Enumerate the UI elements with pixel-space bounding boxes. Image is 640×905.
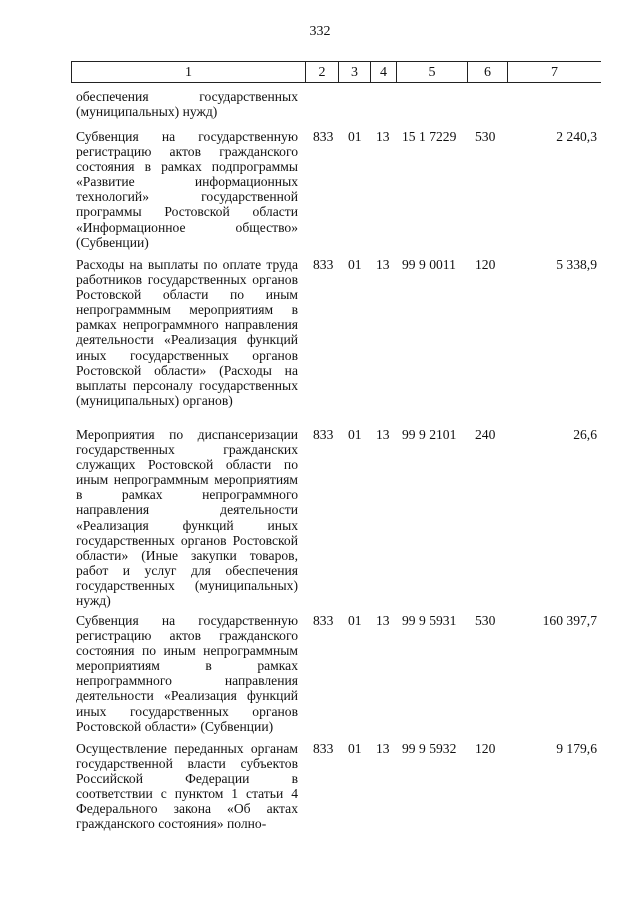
row-amount: 26,6 <box>573 427 597 442</box>
row-subsection: 13 <box>376 129 390 144</box>
row-section: 01 <box>348 613 362 628</box>
row-target-article: 99 9 2101 <box>402 427 457 442</box>
row-expense-type: 120 <box>475 741 496 756</box>
row-subsection: 13 <box>376 613 390 628</box>
row-section: 01 <box>348 427 362 442</box>
row-target-article: 99 9 5931 <box>402 613 457 628</box>
row-target-article: 99 9 0011 <box>402 257 456 272</box>
row-description: Субвенция на государственную регистрацию актов гражданского состояния в рамках подпрограммы «Развитие информационных технологий» государственной программы Ростовской области «Информационное общество» (Субвенции) <box>76 129 298 250</box>
row-amount: 2 240,3 <box>556 129 597 144</box>
column-header-2: 2 <box>305 61 338 83</box>
row-section: 01 <box>348 257 362 272</box>
row-target-article: 99 9 5932 <box>402 741 457 756</box>
row-expense-type: 530 <box>475 129 496 144</box>
row-subsection: 13 <box>376 427 390 442</box>
row-description: Мероприятия по диспансеризации государственных гражданских служащих Ростовской области по иным непрограммным мероприятиям в рамках непрограммного направления деятельности «Реализация функций иных государственных органов Ростовской области» (Иные закупки товаров, работ и услуг для обеспечения государственных (муниципальных) нужд) <box>76 427 298 609</box>
row-subsection: 13 <box>376 741 390 756</box>
row-amount: 5 338,9 <box>556 257 597 272</box>
row-description: Осуществление переданных органам государственной власти субъектов Российской Федерации в соответствии с пунктом 1 статьи 4 Федерального закона «Об актах гражданского состояния» полно- <box>76 741 298 832</box>
row-amount: 9 179,6 <box>556 741 597 756</box>
column-header-3: 3 <box>338 61 370 83</box>
page-number: 332 <box>309 24 331 39</box>
row-admin-code: 833 <box>313 741 334 756</box>
row-expense-type: 120 <box>475 257 496 272</box>
row-admin-code: 833 <box>313 257 334 272</box>
row-admin-code: 833 <box>313 427 334 442</box>
column-header-5: 5 <box>396 61 467 83</box>
row-expense-type: 530 <box>475 613 496 628</box>
row-admin-code: 833 <box>313 129 334 144</box>
row-subsection: 13 <box>376 257 390 272</box>
row-description: Субвенция на государственную регистрацию актов гражданского состояния по иным непрограммным мероприятиям в рамках непрограммного направления деятельности «Реализация функций иных государственных органов Ростовской области» (Субвенции) <box>76 613 298 734</box>
row-expense-type: 240 <box>475 427 496 442</box>
column-header-6: 6 <box>467 61 507 83</box>
column-header-4: 4 <box>370 61 396 83</box>
row-amount: 160 397,7 <box>542 613 597 628</box>
column-header-1: 1 <box>71 61 305 83</box>
continuation-text: обеспечения государственных (муниципальных) нужд) <box>76 89 298 120</box>
row-section: 01 <box>348 741 362 756</box>
row-section: 01 <box>348 129 362 144</box>
table-header <box>71 61 601 83</box>
column-header-7: 7 <box>507 61 601 83</box>
row-admin-code: 833 <box>313 613 334 628</box>
row-description: Расходы на выплаты по оплате труда работников государственных органов Ростовской области по иным непрограммным мероприятиям в рамках непрограммного направления деятельности «Реализация функций иных государственных органов Ростовской области» (Расходы на выплаты персоналу государственных (муниципальных) органов) <box>76 257 298 408</box>
row-target-article: 15 1 7229 <box>402 129 457 144</box>
